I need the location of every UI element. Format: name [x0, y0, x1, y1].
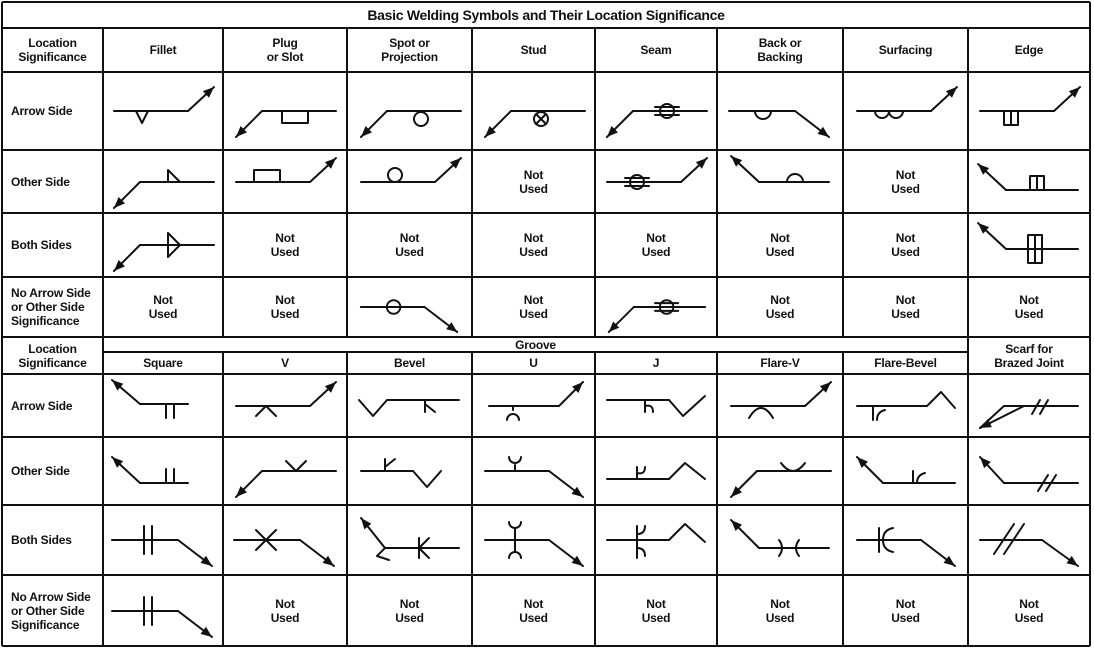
- column-header-fillet-line: Fillet: [149, 43, 177, 57]
- square-both-weld-symbol-icon: [107, 512, 219, 568]
- not-used-text: Not Used: [765, 231, 795, 259]
- column-header-scarf-line: Brazed Joint: [994, 355, 1064, 370]
- grid-line: [102, 28, 104, 337]
- scarf-both-weld-symbol-icon: [973, 512, 1085, 568]
- column-header-back-line: Back or: [758, 36, 802, 50]
- v-arrow-weld-symbol-icon: [229, 378, 341, 434]
- flarebevel-both-weld-symbol-icon: [850, 512, 962, 568]
- column-header-bevel: [347, 352, 472, 374]
- edge-both-weld-symbol-icon: [973, 217, 1085, 273]
- stud-arrow-weld-symbol-icon: [478, 83, 590, 139]
- row-label-line: or Other Side: [11, 603, 85, 618]
- plug-arrow-weld-symbol-icon: [229, 83, 341, 139]
- not-used-text: Not Used: [519, 231, 548, 259]
- grid-line: [103, 351, 968, 352]
- column-header-edge-line: Edge: [1014, 43, 1044, 57]
- row-label-line: Other Side: [11, 464, 70, 478]
- row-label-line: Significance: [11, 617, 80, 632]
- cell-surfacing: [843, 150, 968, 213]
- u-both-weld-symbol-icon: [478, 512, 590, 568]
- cell-spot: [347, 213, 472, 277]
- grid-line: [2, 71, 1090, 73]
- corner-header-location-line: Location: [28, 36, 77, 50]
- column-header-u-line: U: [529, 356, 538, 370]
- column-header-j: [595, 352, 717, 374]
- column-header-flarev: [717, 352, 843, 374]
- cell-groove: [843, 575, 968, 646]
- cell-seam: [595, 213, 717, 277]
- row-label-line: No Arrow Side: [11, 286, 91, 300]
- row-label-line: Significance: [11, 314, 80, 328]
- row-label: [2, 72, 103, 150]
- not-used-text: Not Used: [891, 167, 920, 196]
- edge-arrow-weld-symbol-icon: [973, 83, 1085, 139]
- back-other-weld-symbol-icon: [724, 154, 836, 210]
- column-header-spot-line: Projection: [381, 50, 438, 64]
- row-label: [2, 505, 103, 575]
- flarev-other-weld-symbol-icon: [724, 443, 836, 499]
- grid-line: [2, 1, 1090, 3]
- row-label: [2, 213, 103, 277]
- seam-arrow-weld-symbol-icon: [600, 83, 712, 139]
- cell-back: [717, 277, 843, 337]
- grid-line: [1, 2, 3, 646]
- cell-groove: [968, 575, 1090, 646]
- cell-stud: [472, 150, 595, 213]
- flarebevel-arrow-weld-symbol-icon: [850, 378, 962, 434]
- cell-back: [717, 213, 843, 277]
- square-none-weld-symbol-icon: [107, 583, 219, 639]
- grid-line: [2, 149, 1090, 151]
- fillet-arrow-weld-symbol-icon: [107, 83, 219, 139]
- column-header-stud: [472, 28, 595, 72]
- column-header-flarev-line: Flare-V: [760, 356, 800, 370]
- fillet-both-weld-symbol-icon: [107, 217, 219, 273]
- grid-line: [967, 337, 969, 646]
- column-header-square: [103, 352, 223, 374]
- column-header-spot: [347, 28, 472, 72]
- cell-plug: [223, 213, 347, 277]
- u-other-weld-symbol-icon: [478, 443, 590, 499]
- spot-other-weld-symbol-icon: [354, 154, 466, 210]
- column-header-v: [223, 352, 347, 374]
- corner-header-location: [2, 337, 103, 374]
- j-both-weld-symbol-icon: [600, 512, 712, 568]
- grid-line: [2, 574, 1090, 576]
- row-label-line: or Other Side: [11, 300, 85, 314]
- not-used-text: Not Used: [891, 596, 920, 625]
- not-used-text: Not Used: [270, 231, 300, 259]
- not-used-text: Not Used: [891, 231, 920, 259]
- chart-title: [2, 2, 1090, 28]
- column-header-bevel-line: Bevel: [393, 356, 426, 370]
- row-label: [2, 277, 103, 337]
- column-header-plug-line: Plug: [272, 36, 298, 50]
- grid-line: [222, 28, 224, 337]
- corner-header-location-line: Location: [28, 341, 77, 356]
- column-header-scarf: [968, 337, 1090, 374]
- spot-arrow-weld-symbol-icon: [354, 83, 466, 139]
- not-used-text: Not Used: [1014, 596, 1044, 625]
- scarf-other-weld-symbol-icon: [973, 443, 1085, 499]
- grid-line: [594, 28, 596, 337]
- groove-group-header: [103, 337, 968, 352]
- not-used-text: Not Used: [270, 596, 300, 625]
- grid-line: [842, 352, 844, 646]
- column-header-edge: [968, 28, 1090, 72]
- grid-line: [2, 336, 1090, 338]
- corner-header-location: [2, 28, 103, 72]
- grid-line: [2, 373, 1090, 375]
- fillet-other-weld-symbol-icon: [107, 154, 219, 210]
- column-header-flarebevel-line: Flare-Bevel: [874, 356, 937, 370]
- groove-group-header-line: Groove: [515, 337, 556, 352]
- column-header-scarf-line: Scarf for: [1005, 341, 1053, 356]
- column-header-fillet: [103, 28, 223, 72]
- cell-stud: [472, 213, 595, 277]
- v-both-weld-symbol-icon: [229, 512, 341, 568]
- row-label-line: Arrow Side: [11, 104, 73, 118]
- cell-groove: [472, 575, 595, 646]
- grid-line: [2, 276, 1090, 278]
- not-used-text: Not Used: [270, 293, 300, 321]
- column-header-square-line: Square: [143, 356, 183, 370]
- cell-edge: [968, 277, 1090, 337]
- row-label: [2, 575, 103, 646]
- column-header-seam-line: Seam: [640, 43, 672, 57]
- grid-line: [346, 28, 348, 337]
- not-used-text: Not Used: [765, 596, 795, 625]
- row-label-line: Both Sides: [11, 238, 72, 252]
- corner-header-location-line: Significance: [18, 50, 87, 64]
- flarev-both-weld-symbol-icon: [724, 512, 836, 568]
- row-label-line: Both Sides: [11, 533, 72, 547]
- corner-header-location-line: Significance: [18, 355, 87, 370]
- grid-line: [716, 352, 718, 646]
- grid-line: [346, 352, 348, 646]
- back-arrow-weld-symbol-icon: [724, 83, 836, 139]
- row-label: [2, 150, 103, 213]
- v-other-weld-symbol-icon: [229, 443, 341, 499]
- not-used-text: Not Used: [519, 167, 548, 196]
- cell-stud: [472, 277, 595, 337]
- column-header-u: [472, 352, 595, 374]
- flarev-arrow-weld-symbol-icon: [724, 378, 836, 434]
- column-header-surfacing: [843, 28, 968, 72]
- grid-line: [2, 436, 1090, 438]
- not-used-text: Not Used: [1014, 293, 1044, 321]
- column-header-spot-line: Spot or: [389, 36, 430, 50]
- grid-line: [2, 504, 1090, 506]
- not-used-text: Not Used: [891, 293, 920, 321]
- grid-line: [967, 28, 969, 337]
- not-used-text: Not Used: [148, 293, 178, 321]
- cell-groove: [717, 575, 843, 646]
- cell-surfacing: [843, 213, 968, 277]
- column-header-flarebevel: [843, 352, 968, 374]
- grid-line: [2, 27, 1090, 29]
- grid-line: [222, 352, 224, 646]
- chart-title-line: Basic Welding Symbols and Their Location Significance: [367, 7, 725, 23]
- grid-line: [2, 212, 1090, 214]
- square-arrow-weld-symbol-icon: [107, 378, 219, 434]
- row-label: [2, 437, 103, 505]
- grid-line: [594, 352, 596, 646]
- cell-fillet: [103, 277, 223, 337]
- column-header-seam: [595, 28, 717, 72]
- not-used-text: Not Used: [395, 231, 424, 259]
- cell-plug: [223, 277, 347, 337]
- not-used-text: Not Used: [641, 596, 671, 625]
- j-arrow-weld-symbol-icon: [600, 378, 712, 434]
- row-label: [2, 374, 103, 437]
- column-header-back-line: Backing: [757, 50, 803, 64]
- cell-groove: [595, 575, 717, 646]
- not-used-text: Not Used: [641, 231, 671, 259]
- seam-other-weld-symbol-icon: [600, 154, 712, 210]
- cell-surfacing: [843, 277, 968, 337]
- column-header-plug: [223, 28, 347, 72]
- bevel-other-weld-symbol-icon: [354, 443, 466, 499]
- row-label-line: Other Side: [11, 174, 70, 189]
- square-other-weld-symbol-icon: [107, 443, 219, 499]
- grid-line: [842, 28, 844, 337]
- grid-line: [102, 337, 104, 646]
- row-label-line: Arrow Side: [11, 398, 73, 413]
- column-header-surfacing-line: Surfacing: [878, 43, 933, 57]
- flarebevel-other-weld-symbol-icon: [850, 443, 962, 499]
- edge-other-weld-symbol-icon: [973, 154, 1085, 210]
- bevel-both-weld-symbol-icon: [354, 512, 466, 568]
- cell-groove: [223, 575, 347, 646]
- column-header-v-line: V: [281, 356, 289, 370]
- seam-none-weld-symbol-icon: [600, 280, 712, 334]
- grid-line: [471, 28, 473, 337]
- grid-line: [471, 352, 473, 646]
- grid-line: [716, 28, 718, 337]
- plug-other-weld-symbol-icon: [229, 154, 341, 210]
- cell-groove: [347, 575, 472, 646]
- not-used-text: Not Used: [519, 293, 548, 321]
- surf-arrow-weld-symbol-icon: [850, 83, 962, 139]
- not-used-text: Not Used: [395, 596, 424, 625]
- column-header-stud-line: Stud: [520, 43, 547, 57]
- spot-none-weld-symbol-icon: [354, 280, 466, 334]
- grid-line: [2, 645, 1090, 647]
- not-used-text: Not Used: [765, 293, 795, 321]
- row-label-line: No Arrow Side: [11, 589, 91, 604]
- u-arrow-weld-symbol-icon: [478, 378, 590, 434]
- scarf-arrow-weld-symbol-icon: [973, 378, 1085, 434]
- grid-line: [1089, 2, 1091, 646]
- column-header-back: [717, 28, 843, 72]
- j-other-weld-symbol-icon: [600, 443, 712, 499]
- column-header-j-line: J: [652, 356, 660, 370]
- not-used-text: Not Used: [519, 596, 548, 625]
- column-header-plug-line: or Slot: [266, 50, 304, 64]
- bevel-arrow-weld-symbol-icon: [354, 378, 466, 434]
